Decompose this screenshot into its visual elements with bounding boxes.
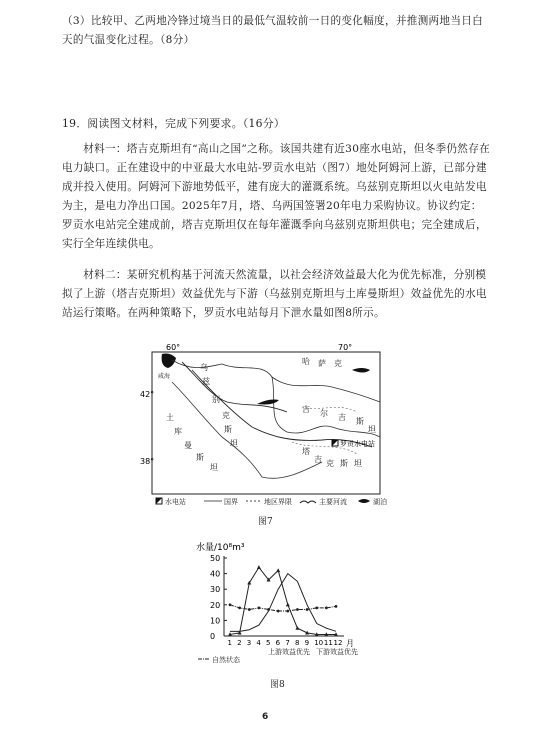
map-label: 咸海 bbox=[158, 373, 171, 380]
legend-label: 地区界限 bbox=[264, 498, 292, 506]
y-axis-label: 水量/10⁸m³ bbox=[196, 543, 245, 553]
map-label: 斯 bbox=[224, 425, 232, 434]
data-point bbox=[315, 607, 318, 610]
map-label: 坦 bbox=[210, 463, 218, 472]
question-19-heading: 19．阅读图文材料，完成下列要求。（16分） bbox=[62, 117, 286, 130]
data-point bbox=[248, 608, 251, 611]
data-point bbox=[325, 607, 328, 610]
x-tick-label: 12 bbox=[333, 639, 343, 647]
map-label: 克 bbox=[222, 411, 230, 420]
figure-8-caption: 图8 bbox=[270, 680, 285, 690]
data-point bbox=[238, 607, 241, 610]
y-tick-label: 20 bbox=[210, 600, 221, 610]
data-point bbox=[296, 608, 299, 611]
map-label: 别 bbox=[212, 395, 220, 404]
data-point bbox=[286, 603, 290, 607]
map-label: 吉 bbox=[302, 405, 310, 414]
series-line-3 bbox=[230, 567, 336, 634]
legend-river-line bbox=[300, 501, 316, 503]
data-point bbox=[258, 607, 261, 610]
map-label: 萨 bbox=[318, 359, 326, 368]
y-tick-label: 50 bbox=[210, 554, 221, 563]
lon-label-70: 70° bbox=[338, 343, 353, 352]
map-label: 坦 bbox=[368, 425, 376, 434]
map-label: 坦 bbox=[230, 439, 238, 448]
y-tick-label: 10 bbox=[210, 616, 221, 626]
map-label: 塔 bbox=[302, 447, 310, 456]
map-label: 哈 bbox=[302, 357, 310, 366]
material-1-text: 材料一：塔吉克斯坦有“高山之国”之称。该国共建有近30座水电站，但冬季仍然存在电力缺口。正在建设中的中亚最大水电站-罗贡水电站（图7）地处阿姆河上游，已部分建成并投入使用。阿姆河下游地势低平，建有庞大的灌溉系统。乌兹别克斯坦以火电站发电为主，是电力净出口国。2025年7月，塔、乌两国签署20年电力采购协议。协议约定：罗贡水电站完全建成前，塔吉克斯坦仅在每年灌溉季向乌兹别克斯坦供电；完全建成后，实行全年连续供电。 bbox=[62, 143, 490, 250]
map-label: 斯 bbox=[196, 453, 204, 462]
legend-downstream-label: 下游效益优先 bbox=[316, 648, 358, 656]
y-tick-label: 30 bbox=[210, 585, 221, 595]
map-label: 克 bbox=[334, 359, 342, 368]
x-axis-label: 月 bbox=[346, 639, 354, 648]
x-tick-label: 11 bbox=[323, 639, 333, 647]
figure-7-caption: 图7 bbox=[258, 517, 273, 527]
page-number: 6 bbox=[262, 712, 269, 722]
data-point bbox=[267, 608, 270, 611]
map-label: 斯 bbox=[340, 459, 348, 468]
lat-label-42: 42° bbox=[140, 390, 155, 399]
figure-7-map bbox=[140, 342, 404, 510]
legend-upstream bbox=[268, 647, 310, 656]
map-label: 曼 bbox=[184, 441, 192, 450]
legend-label: 主要河流 bbox=[319, 498, 347, 506]
map-label: 斯 bbox=[356, 417, 364, 426]
station-label: 罗贡水电站 bbox=[340, 440, 375, 448]
data-point bbox=[286, 610, 289, 613]
data-point bbox=[276, 568, 280, 572]
x-tick-label: 3 bbox=[246, 639, 252, 647]
data-point bbox=[295, 626, 299, 630]
legend-upstream-label: 上游效益优先 bbox=[268, 648, 310, 656]
map-label: 土 bbox=[166, 413, 174, 422]
map-label: 兹 bbox=[202, 377, 210, 386]
question-3-text: （3）比较甲、乙两地冷锋过境当日的最低气温较前一日的变化幅度，并推测两地当日白天的气温变化过程。（8分） bbox=[62, 15, 483, 46]
legend-label: 国界 bbox=[224, 498, 238, 506]
figure-7-legend bbox=[156, 497, 387, 506]
legend-lake-icon bbox=[358, 499, 370, 503]
y-tick-label: 0 bbox=[210, 632, 216, 641]
lon-label-60: 60° bbox=[166, 343, 181, 352]
legend-label: 水电站 bbox=[165, 498, 186, 506]
x-tick-label: 7 bbox=[285, 639, 290, 647]
data-point bbox=[306, 608, 309, 611]
data-point bbox=[257, 565, 261, 569]
data-point bbox=[335, 605, 338, 608]
x-tick-label: 6 bbox=[275, 639, 281, 647]
map-label: 克 bbox=[326, 459, 334, 468]
x-tick-label: 4 bbox=[256, 639, 261, 647]
x-tick-label: 10 bbox=[314, 639, 324, 647]
series-line-2 bbox=[230, 605, 336, 611]
x-tick-label: 1 bbox=[227, 639, 232, 647]
map-label: 尔 bbox=[320, 409, 328, 418]
map-label: 乌 bbox=[200, 363, 208, 372]
data-point bbox=[277, 610, 280, 613]
map-label: 吉 bbox=[338, 413, 346, 422]
legend-label: 湖泊 bbox=[373, 498, 387, 506]
figure-8-chart bbox=[196, 538, 368, 670]
data-point bbox=[229, 603, 232, 606]
map-label: 吉 bbox=[314, 455, 322, 464]
material-2-text: 材料二：某研究机构基于河流天然流量，以社会经济效益最大化为优先标准，分别模拟了上游（塔吉克斯坦）效益优先与下游（乌兹别克斯坦与土库曼斯坦）效益优先的水电站运行策略。在两种策略下，罗贡水电站每月下泄水量如图8所示。 bbox=[62, 269, 487, 319]
map-label: 库 bbox=[174, 427, 182, 436]
x-tick-label: 5 bbox=[266, 639, 271, 647]
x-tick-label: 2 bbox=[237, 639, 242, 647]
legend-downstream bbox=[316, 647, 358, 656]
legend-natural: 自然状态 bbox=[212, 656, 240, 664]
lat-label-38: 38° bbox=[140, 457, 155, 466]
y-tick-label: 40 bbox=[210, 569, 221, 579]
x-tick-label: 8 bbox=[294, 639, 300, 647]
map-label: 坦 bbox=[354, 459, 362, 468]
x-tick-label: 9 bbox=[304, 639, 310, 647]
